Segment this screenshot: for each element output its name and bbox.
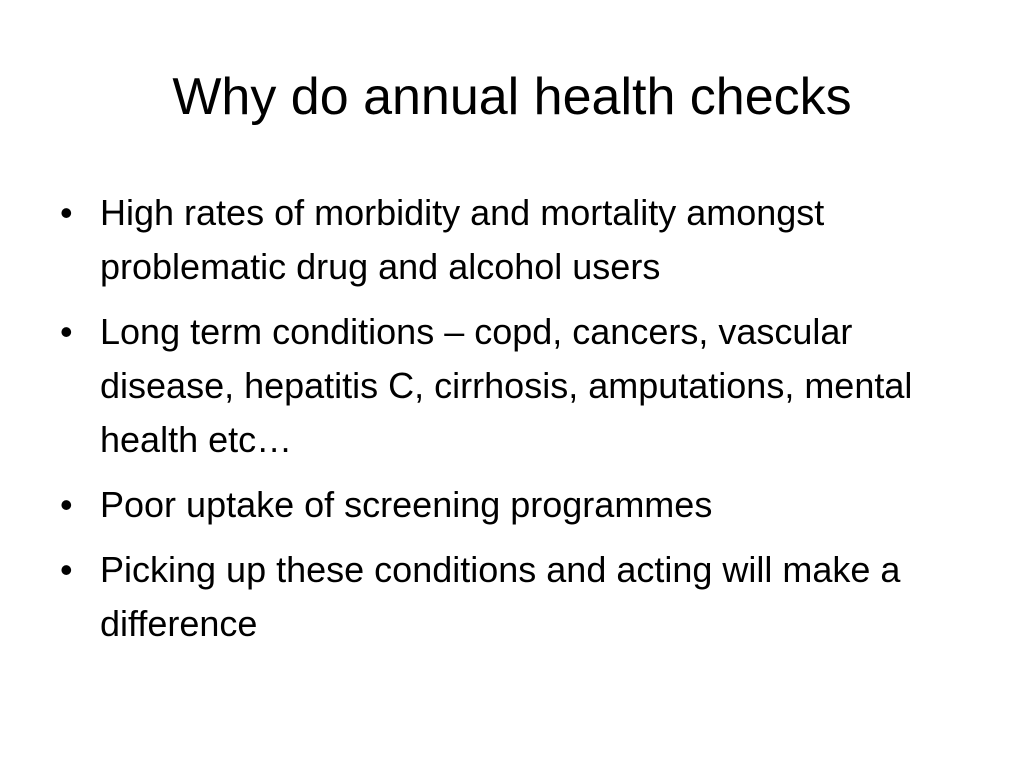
bullet-text: Picking up these conditions and acting will make a difference xyxy=(100,549,901,644)
bullet-text: Long term conditions – copd, cancers, vascular disease, hepatitis C, cirrhosis, amputations, mental health etc… xyxy=(100,311,913,460)
bullet-list xyxy=(60,186,970,662)
bullet-dot-icon: • xyxy=(60,549,73,590)
bullet-item xyxy=(60,186,970,294)
bullet-item xyxy=(60,305,970,467)
bullet-text: Poor uptake of screening programmes xyxy=(100,484,713,525)
bullet-dot-icon: • xyxy=(60,192,73,233)
slide-title: Why do annual health checks xyxy=(172,68,852,126)
bullet-dot-icon: • xyxy=(60,484,73,525)
bullet-item xyxy=(60,543,970,651)
bullet-text: High rates of morbidity and mortality amongst problematic drug and alcohol users xyxy=(100,192,825,287)
bullet-item xyxy=(60,478,970,532)
bullet-dot-icon: • xyxy=(60,311,73,352)
